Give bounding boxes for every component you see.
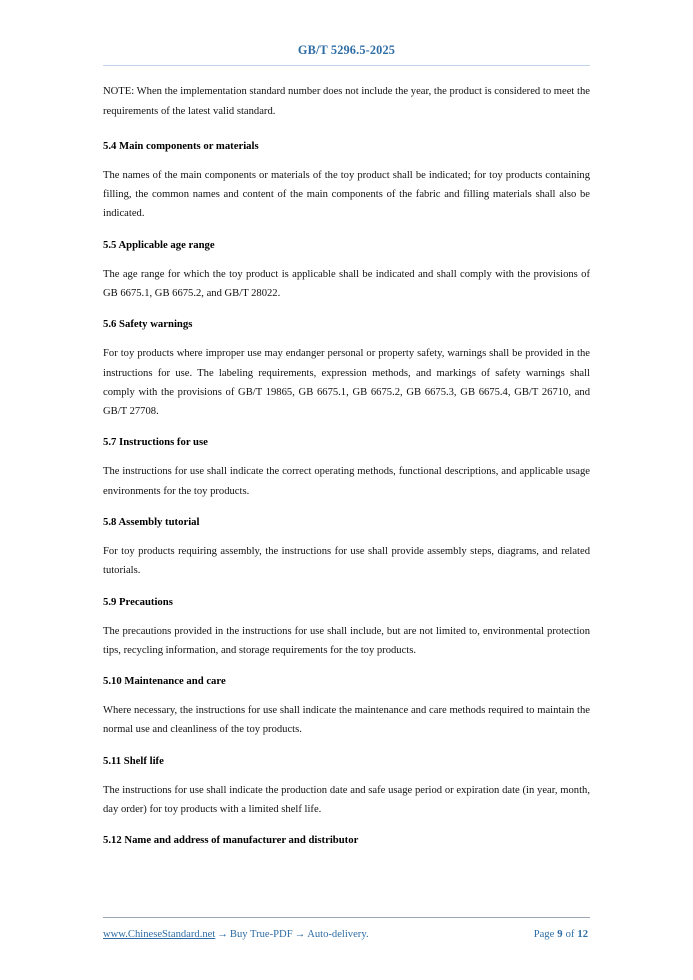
section-paragraph-5-7: The instructions for use shall indicate the correct operating methods, functional descriptions, and applicable usage environments for the toy products.: [103, 466, 590, 497]
section-paragraph-5-6: For toy products where improper use may endanger personal or property safety, warnings shall be provided in the instructions for use. The labeling requirements, expression methods, and markings of safety warnings shall comply with the provisions of GB/T 19865, GB 6675.1, GB 6675.2, GB 6675.3, GB 6675.4, GB/T 26710, and GB/T 27708.: [103, 348, 590, 418]
chinesestandard-website-link[interactable]: www.ChineseStandard.net: [103, 929, 216, 941]
page-header: [103, 0, 590, 66]
note-paragraph: NOTE: When the implementation standard number does not include the year, the product is considered to meet the requirements of the latest valid standard.: [103, 86, 590, 117]
page-label: Page: [533, 929, 555, 941]
section-heading-5-11: 5.11 Shelf life: [103, 754, 164, 767]
page-indicator: [533, 928, 590, 942]
auto-delivery-label: Auto-delivery.: [307, 929, 369, 941]
section-paragraph-5-9: The precautions provided in the instructions for use shall include, but are not limited to, environmental protection tips, recycling information, and storage requirements for the toy products.: [103, 625, 590, 656]
right-arrow-icon-1: →: [217, 929, 228, 941]
section-heading-5-10: 5.10 Maintenance and care: [103, 675, 226, 688]
page-footer: [103, 917, 590, 942]
section-heading-5-4: 5.4 Main components or materials: [103, 139, 259, 152]
section-paragraph-5-8: For toy products requiring assembly, the instructions for use shall provide assembly steps, diagrams, and related tutorials.: [103, 545, 590, 577]
section-paragraph-5-5: The age range for which the toy product is applicable shall be indicated and shall comply with the provisions of GB 6675.1, GB 6675.2, and GB/T 28022.: [103, 268, 590, 299]
right-arrow-icon-2: →: [294, 929, 306, 941]
section-paragraph-5-4: The names of the main components or materials of the toy product shall be indicated; for toy products containing filling, the common names and content of the main components of the fabric and filling materials shall also be indicated.: [103, 169, 590, 220]
document-standard-title: GB/T 5296.5-2025: [297, 43, 396, 57]
current-page-number: 9: [557, 929, 563, 941]
section-heading-5-9: 5.9 Precautions: [103, 595, 173, 608]
total-page-number: 12: [577, 929, 588, 941]
section-paragraph-5-10: Where necessary, the instructions for use shall indicate the maintenance and care methods required to maintain the normal use and cleanliness of the toy products.: [103, 705, 590, 736]
footer-divider: [103, 917, 590, 918]
section-paragraph-5-11: The instructions for use shall indicate the production date and safe usage period or expiration date (in year, month, day order) for toy products with a limited shelf life.: [103, 784, 590, 815]
of-label: of: [565, 929, 575, 941]
section-heading-5-6: 5.6 Safety warnings: [103, 318, 193, 331]
section-heading-5-7: 5.7 Instructions for use: [103, 436, 208, 449]
footer-row: [103, 928, 590, 942]
footer-promo: [103, 928, 369, 942]
document-body: [103, 66, 590, 848]
section-heading-5-5: 5.5 Applicable age range: [103, 238, 215, 251]
buy-true-pdf-label: Buy True-PDF: [229, 929, 293, 941]
section-heading-5-8: 5.8 Assembly tutorial: [103, 515, 200, 528]
section-heading-5-12: 5.12 Name and address of manufacturer and distributor: [103, 834, 359, 847]
